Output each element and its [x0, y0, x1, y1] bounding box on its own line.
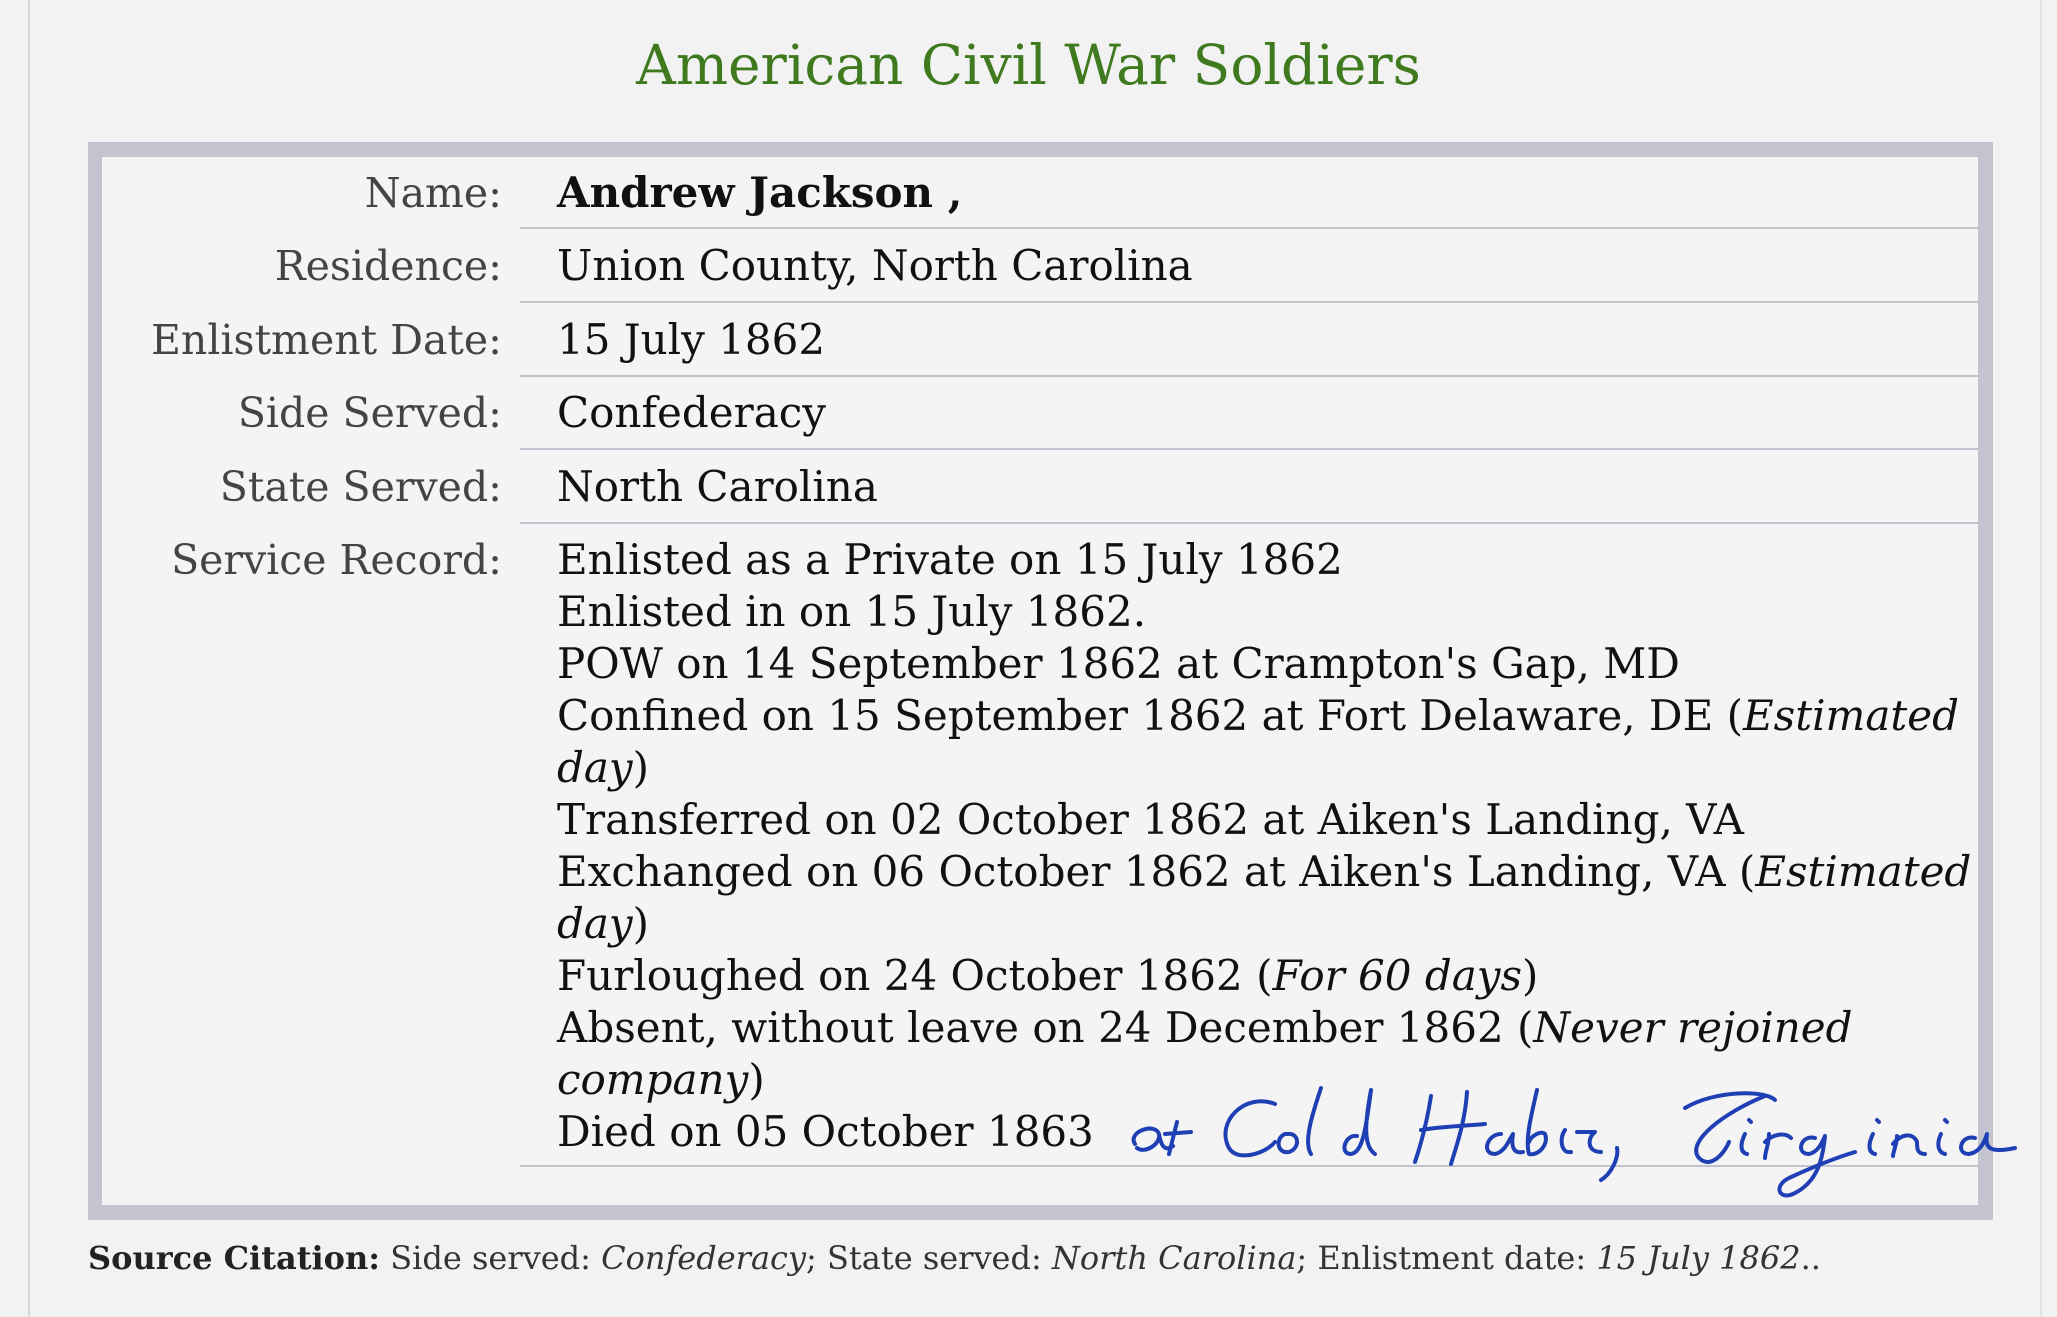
citation-side-value: Confederacy — [601, 1239, 807, 1277]
enlistment-date-value: 15 July 1862 — [557, 315, 826, 364]
source-citation — [88, 1236, 2028, 1280]
row-divider — [520, 301, 1980, 303]
service-record-label: Service Record: — [171, 536, 502, 584]
enlistment-date-label: Enlistment Date: — [150, 316, 502, 364]
handwritten-annotation — [1125, 1082, 2025, 1202]
service-record-line: Furloughed on 24 October 1862 (For 60 days) — [557, 951, 1539, 1000]
citation-state-label: ; State served: — [806, 1239, 1052, 1277]
service-record-line: Confined on 15 September 1862 at Fort Delaware, DE (Estimated day) — [557, 691, 1960, 792]
citation-state-value: North Carolina — [1051, 1239, 1297, 1277]
record-panel — [102, 157, 1978, 1205]
state-served-label: State Served: — [219, 463, 502, 511]
residence-value: Union County, North Carolina — [557, 241, 1193, 290]
state-served-value: North Carolina — [557, 462, 878, 511]
service-record-line: POW on 14 September 1862 at Crampton's Gap, MD — [557, 639, 1680, 688]
name-value: Andrew Jackson , — [557, 168, 963, 217]
residence-label: Residence: — [274, 242, 502, 290]
service-record-value — [557, 534, 2017, 1158]
service-record-line: Enlisted as a Private on 15 July 1862 — [557, 535, 1343, 584]
service-record-line: Enlisted in on 15 July 1862. — [557, 587, 1147, 636]
page-title: American Civil War Soldiers — [636, 33, 1421, 97]
service-record-line: Exchanged on 06 October 1862 at Aiken's Landing, VA (Estimated day) — [557, 847, 1972, 948]
row-divider — [520, 227, 1980, 229]
service-record-line: Absent, without leave on 24 December 1862 (Never rejoined company) — [557, 1003, 1853, 1104]
source-citation-lead: Source Citation: — [88, 1239, 381, 1277]
service-record-line: Died on 05 October 1863 — [557, 1107, 1094, 1156]
service-record-note: Never rejoined company — [557, 1003, 1853, 1104]
citation-date-value: 15 July 1862 — [1596, 1239, 1801, 1277]
service-record-note: Estimated day — [557, 691, 1960, 792]
row-divider — [520, 448, 1980, 450]
page-right-rule — [2040, 0, 2042, 1317]
citation-side-label: Side served: — [380, 1239, 602, 1277]
row-divider — [520, 375, 1980, 377]
service-record-note: For 60 days — [1272, 951, 1523, 1000]
row-divider — [520, 522, 1980, 524]
citation-end: .. — [1800, 1239, 1821, 1277]
citation-date-label: ; Enlistment date: — [1296, 1239, 1597, 1277]
service-record-note: Estimated day — [557, 847, 1972, 948]
name-label: Name: — [364, 169, 502, 217]
service-record-line: Transferred on 02 October 1862 at Aiken's Landing, VA — [557, 795, 1744, 844]
page-left-rule — [28, 0, 30, 1317]
side-served-value: Confederacy — [557, 388, 826, 437]
side-served-label: Side Served: — [237, 389, 502, 437]
